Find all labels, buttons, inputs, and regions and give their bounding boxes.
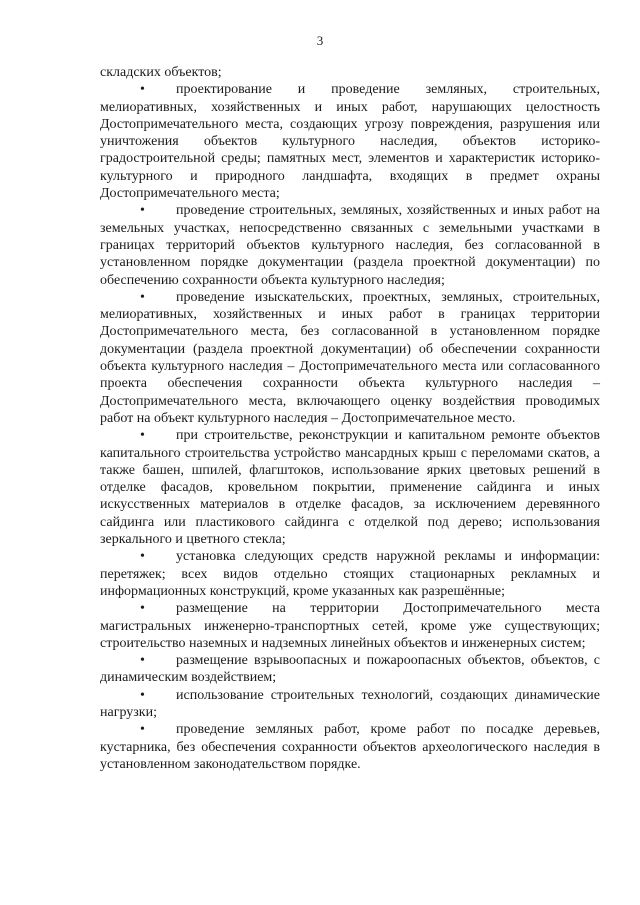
paragraph-text: проведение строительных, земляных, хозяйственных и иных работ на земельных участках, непосредственно связанных с земельными участками в границах территорий объектов культурного наследия, без согласованной в установленном порядке документации (раздела проектной документации) по обеспечению сохранности объекта культурного наследия;: [100, 203, 600, 288]
bullet-marker: •: [140, 203, 145, 219]
bullet-marker: •: [140, 428, 145, 444]
paragraph-text: проведение земляных работ, кроме работ по посадке деревьев, кустарника, без обеспечения сохранности объектов археологического наследия в установленном законодательством порядке.: [100, 722, 600, 772]
bulleted-paragraph: [100, 81, 600, 202]
paragraph-text: складских объектов;: [100, 65, 222, 80]
bullet-marker: •: [140, 289, 145, 305]
bulleted-paragraph: [100, 721, 600, 773]
bullet-marker: •: [140, 687, 145, 703]
paragraph-text: установка следующих средств наружной рекламы и информации: перетяжек; всех видов отдельно стоящих стационарных рекламных и информационных конструкций, кроме указанных как разрешённые;: [100, 549, 600, 599]
paragraph-text: размещение взрывоопасных и пожароопасных объектов, объектов, с динамическим воздействием;: [100, 653, 600, 686]
paragraph-text: при строительстве, реконструкции и капитальном ремонте объектов капитального строительства устройство мансардных крыш с переломами скатов, а также башен, шпилей, флагштоков, использование ярких цветовых решений в отделке фасадов, кровельном покрытии, применение сайдинга и иных искусственных материалов в отделке фасадов, за исключением деревянного сайдинга или пластикового сайдинга с отделкой под дерево; использования зеркального и цветного стекла;: [100, 428, 600, 548]
bulleted-paragraph: [100, 289, 600, 427]
paragraph: [100, 64, 600, 81]
document-body: [100, 64, 600, 773]
bullet-marker: •: [140, 549, 145, 565]
paragraph-text: проведение изыскательских, проектных, земляных, строительных, мелиоративных, хозяйственных и иных работ в границах территории Достопримечательного места, без согласованной в установленном порядке документации (раздела проектной документации) об обеспечении сохранности объекта культурного наследия – Достопримечательного места или согласованного проекта обеспечения сохранности объекта культурного наследия – Достопримечательного места, включающего оценку воздействия проводимых работ на объект культурного наследия – Достопримечательное место.: [100, 289, 600, 426]
paragraph-text: использование строительных технологий, создающих динамические нагрузки;: [100, 687, 600, 720]
bullet-marker: •: [140, 653, 145, 669]
bullet-marker: •: [140, 82, 145, 98]
bullet-marker: •: [140, 601, 145, 617]
bulleted-paragraph: [100, 652, 600, 687]
bulleted-paragraph: [100, 600, 600, 652]
bulleted-paragraph: [100, 687, 600, 722]
bulleted-paragraph: [100, 202, 600, 288]
paragraph-text: проектирование и проведение земляных, строительных, мелиоративных, хозяйственных и иных работ, нарушающих целостность Достопримечательного места, создающих угрозу повреждения, разрушения или уничтожения объектов культурного наследия, объектов историко-градостроительной среды; памятных мест, элементов и характеристик историко-культурного и природного ландшафта, входящих в предмет охраны Достопримечательного места;: [100, 82, 600, 202]
paragraph-text: размещение на территории Достопримечательного места магистральных инженерно-транспортных сетей, кроме уже существующих; строительство наземных и надземных линейных объектов и инженерных систем;: [100, 601, 600, 651]
bulleted-paragraph: [100, 427, 600, 548]
bullet-marker: •: [140, 722, 145, 738]
bulleted-paragraph: [100, 548, 600, 600]
page-number: 3: [316, 33, 324, 48]
